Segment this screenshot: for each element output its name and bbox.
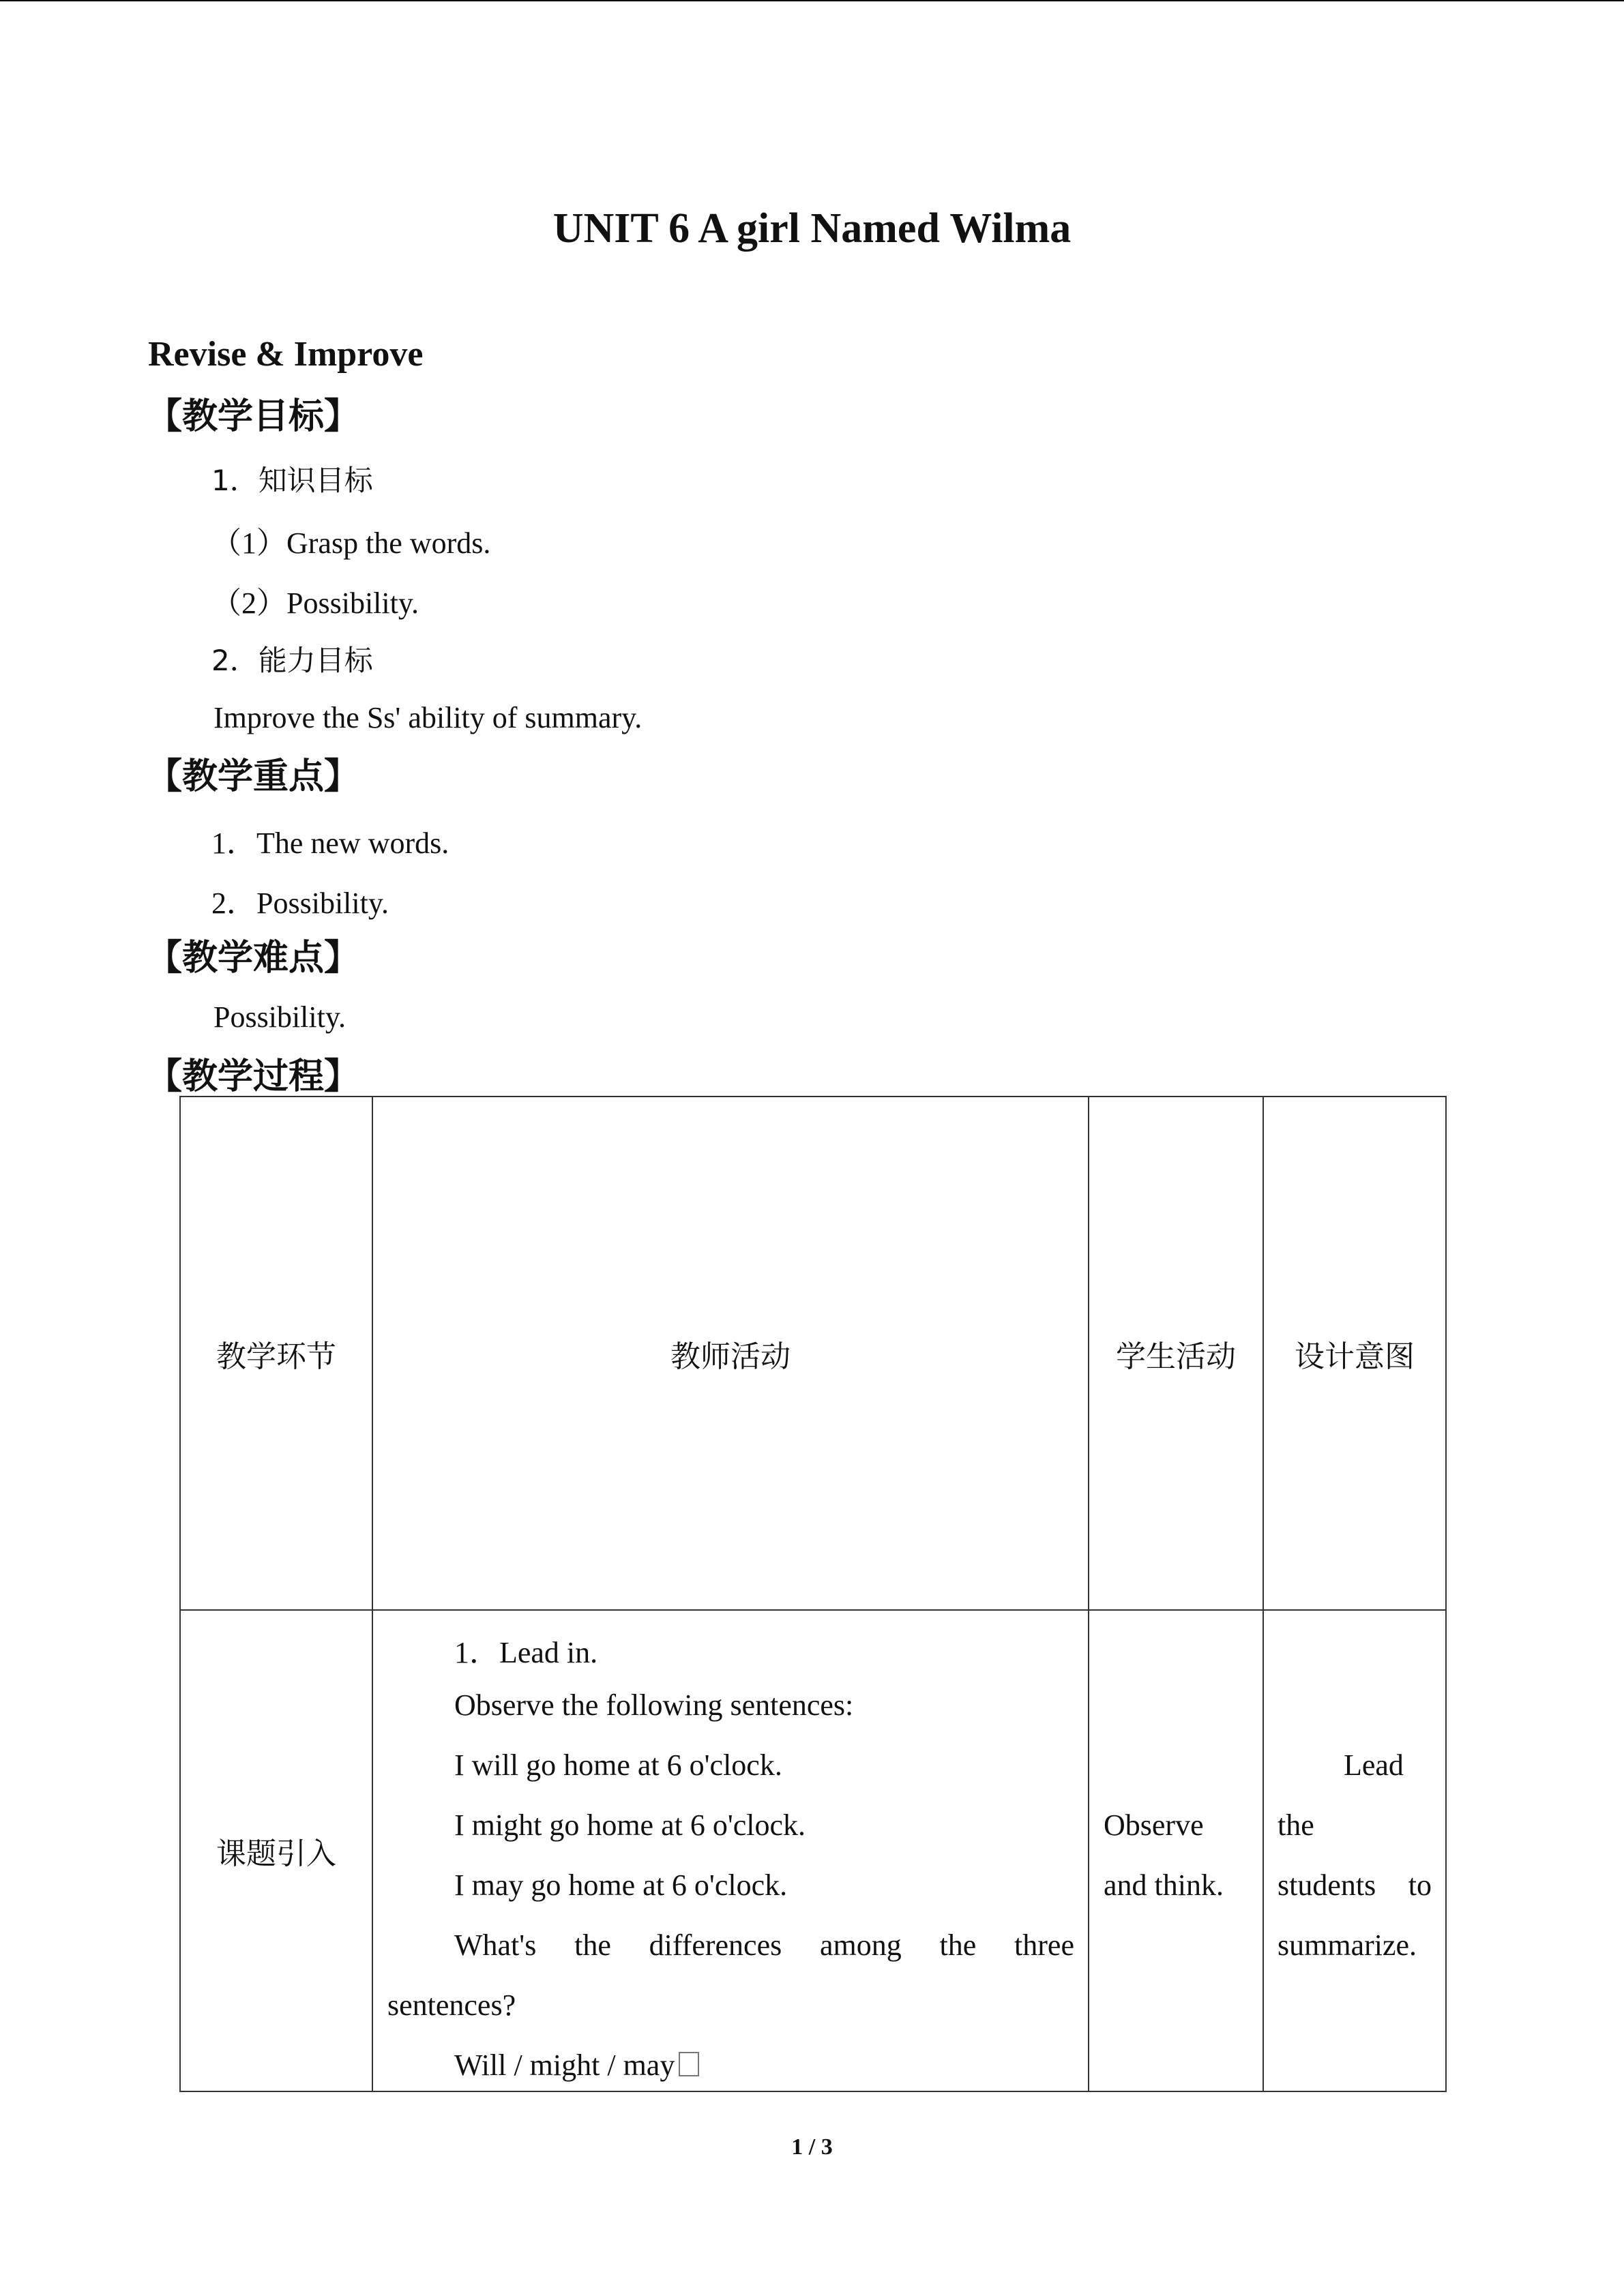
teacher-last-line (454, 2048, 699, 2083)
objectives-heading: 【教学目标】 (147, 396, 360, 437)
teacher-sentence: I might go home at 6 o'clock. (454, 1808, 806, 1842)
intent-line: Lead (1344, 1748, 1404, 1782)
teacher-step: 1．Lead in. (454, 1636, 598, 1669)
difficulties-heading: 【教学难点】 (147, 938, 360, 979)
header-cell (1089, 1097, 1263, 1610)
header-student: 学生活动 (1116, 1339, 1236, 1374)
header-teacher: 教师活动 (670, 1339, 791, 1374)
header-intent: 设计意图 (1295, 1339, 1415, 1374)
process-heading: 【教学过程】 (147, 1056, 360, 1097)
ability-text: Improve the Ss' ability of summary. (213, 701, 643, 734)
intent-word: to (1408, 1868, 1432, 1902)
question-word: What's (454, 1928, 537, 1962)
teacher-cell (372, 1610, 1089, 2091)
teacher-sentence: I will go home at 6 o'clock. (454, 1748, 782, 1782)
stage-label: 课题引入 (216, 1836, 336, 1871)
student-line: and think. (1104, 1868, 1224, 1902)
question-word: three (1014, 1928, 1074, 1962)
intent-cell (1263, 1610, 1446, 2091)
intent-line: summarize. (1278, 1928, 1417, 1962)
process-table (179, 1096, 1447, 2092)
table-row (180, 1610, 1446, 2091)
page-top-border (0, 0, 1624, 1)
intent-word: students (1278, 1868, 1376, 1902)
key-point-item: 2．Possibility. (211, 886, 389, 920)
ability-label: 2．能力目标 (211, 644, 373, 677)
header-cell (1263, 1097, 1446, 1610)
key-point-item: 1．The new words. (211, 826, 449, 860)
teacher-intro: Observe the following sentences: (454, 1688, 854, 1722)
question-word: among (820, 1928, 902, 1962)
intent-line: the (1278, 1808, 1314, 1842)
teacher-question (454, 1928, 1074, 1963)
teacher-question-end: sentences? (387, 1988, 516, 2022)
student-line: Observe (1104, 1808, 1204, 1842)
table-header-row (180, 1097, 1446, 1610)
difficulty-text: Possibility. (213, 1000, 346, 1034)
key-points-heading: 【教学重点】 (147, 756, 360, 797)
knowledge-item: （1）Grasp the words. (211, 526, 491, 560)
teacher-sentence: I may go home at 6 o'clock. (454, 1868, 788, 1902)
stage-cell (180, 1610, 372, 2091)
header-stage: 教学环节 (216, 1339, 336, 1374)
header-cell (180, 1097, 372, 1610)
document-title: UNIT 6 A girl Named Wilma (552, 205, 1072, 252)
intent-line (1278, 1868, 1432, 1903)
question-word: differences (649, 1928, 782, 1962)
page-number: 1 / 3 (791, 2134, 833, 2160)
header-cell (372, 1097, 1089, 1610)
knowledge-label: 1．知识目标 (211, 464, 373, 497)
document-subtitle: Revise & Improve (148, 335, 424, 374)
question-word: the (939, 1928, 977, 1962)
knowledge-item: （2）Possibility. (211, 586, 419, 620)
student-cell (1089, 1610, 1263, 2091)
placeholder-box-icon (679, 2052, 699, 2076)
question-word: the (574, 1928, 611, 1962)
teacher-last-text: Will / might / may (454, 2048, 675, 2082)
